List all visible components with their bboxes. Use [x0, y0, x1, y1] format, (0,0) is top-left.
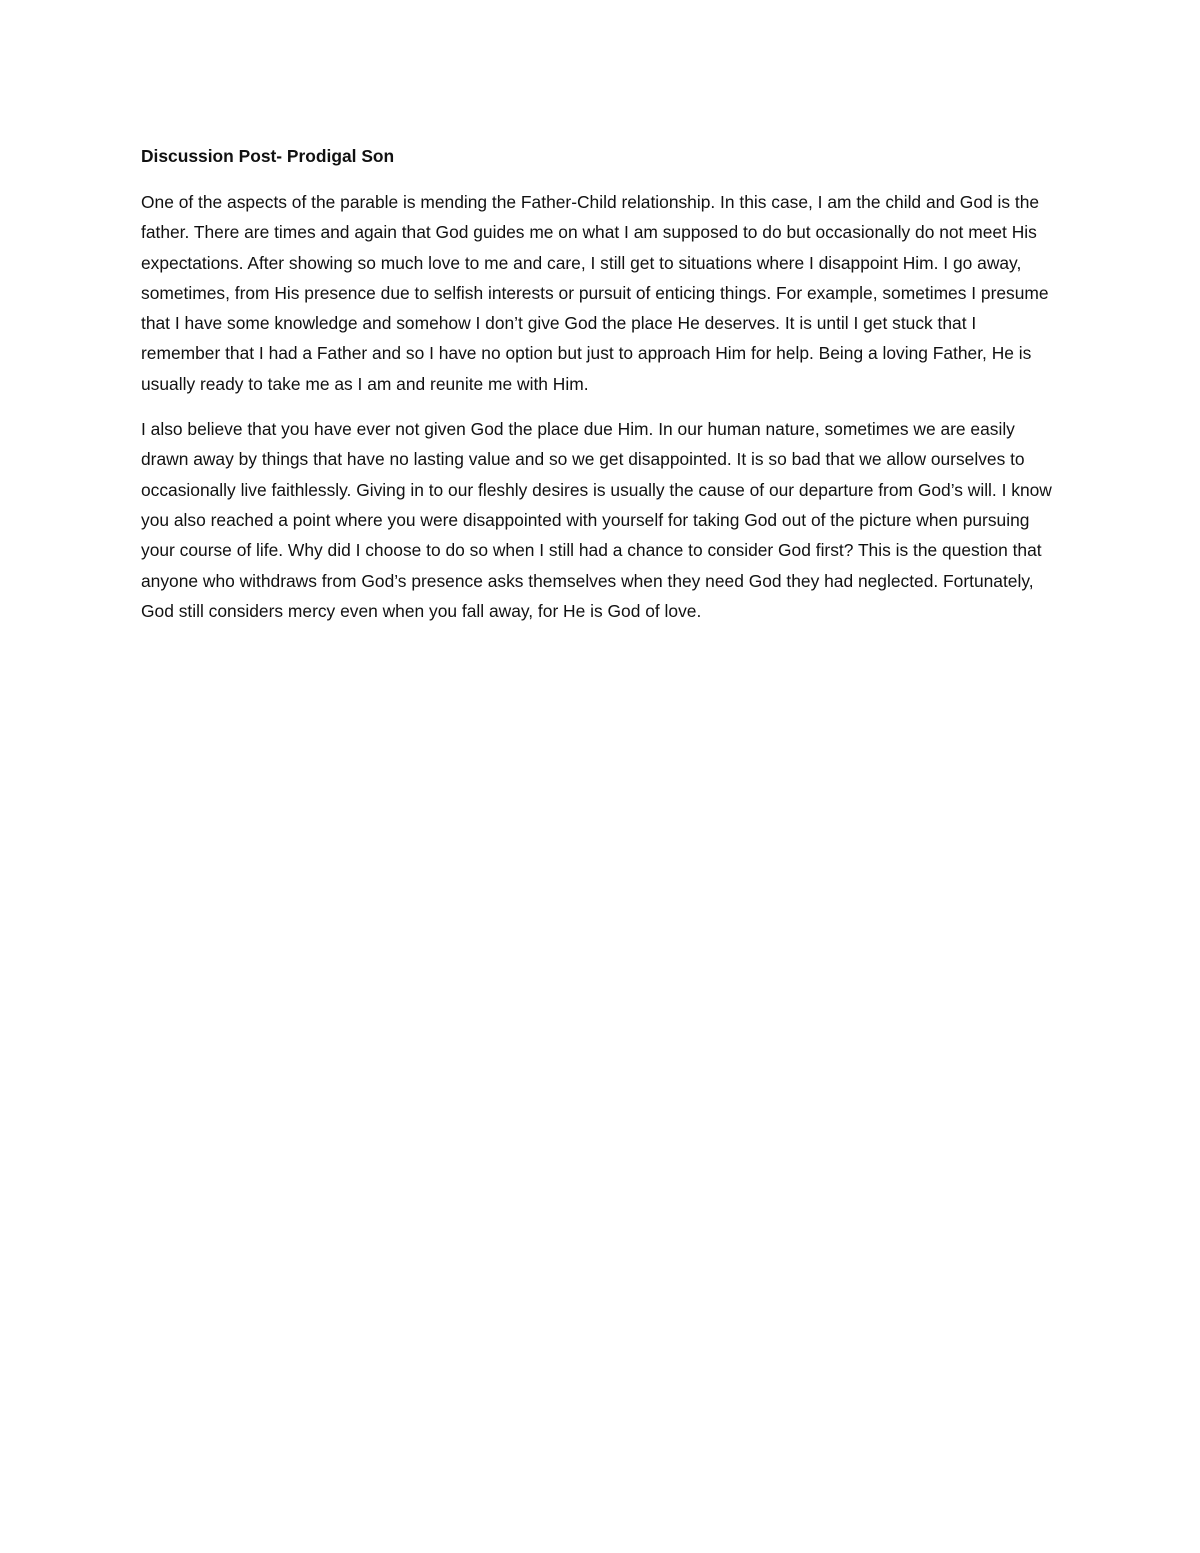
paragraph-2: I also believe that you have ever not given God the place due Him. In our human nature, sometimes we are easily drawn away by things that have no lasting value and so we get disappointed. It is so bad that we allow ourselves to occasionally live faithlessly. Giving in to our fleshly desires is usually the cause of our departure from God’s will. I know you also reached a point where you were disappointed with yourself for taking God out of the picture when pursuing your course of life. Why did I choose to do so when I still had a chance to consider God first? This is the question that anyone who withdraws from God’s presence asks themselves when they need God they had neglected. Fortunately, God still considers mercy even when you fall away, for He is God of love. [141, 419, 1052, 621]
paragraph-1: One of the aspects of the parable is mending the Father-Child relationship. In this case, I am the child and God is the father. There are times and again that God guides me on what I am supposed to do but occasionally do not meet His expectations. After showing so much love to me and care, I still get to situations where I disappoint Him. I go away, sometimes, from His presence due to selfish interests or pursuit of enticing things. For example, sometimes I presume that I have some knowledge and somehow I don’t give God the place He deserves. It is until I get stuck that I remember that I had a Father and so I have no option but just to approach Him for help. Being a loving Father, He is usually ready to take me as I am and reunite me with Him. [141, 192, 1049, 394]
document-body [141, 141, 1059, 641]
document-title: Discussion Post- Prodigal Son [141, 146, 395, 166]
